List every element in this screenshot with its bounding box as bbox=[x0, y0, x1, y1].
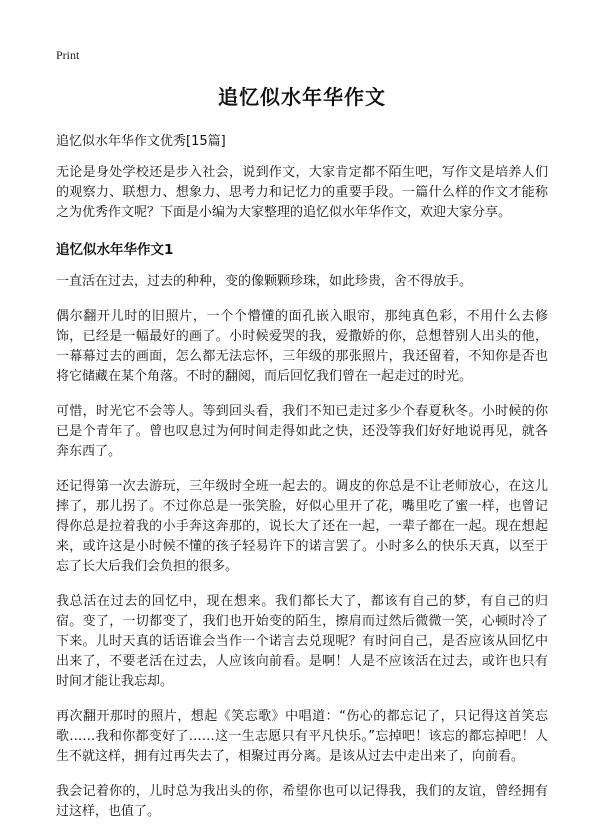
page-title: 追忆似水年华作文 bbox=[218, 85, 386, 109]
body-paragraph-3: 可惜，时光它不会等人。等到回头看，我们不知已走过多少个春夏秋冬。小时候的你已是个青年了。曾也叹息过为何时间走得如此之快，还没等我们好好地说再见，就各奔东西了。 bbox=[56, 404, 548, 459]
section-heading: 追忆似水年华作文1 bbox=[56, 242, 174, 258]
body-paragraph-5: 我总活在过去的回忆中，现在想来。我们都长大了，都该有自己的梦，有自己的归宿。变了，一切都变了，我们也开始变的陌生，擦肩而过然后微微一笑，心顿时冷了下来。儿时天真的话语谁会当作一个诺言去兑现呢？有时问自己，是否应该从回忆中出来了，不要老活在过去，人应该向前看。是啊！人是不应该活在过去，或许也只有时间才能让我忘却。 bbox=[56, 594, 548, 689]
intro-paragraph: 无论是身处学校还是步入社会，说到作文，大家肯定都不陌生吧，写作文是培养人们的观察力、联想力、想象力、思考力和记忆力的重要手段。一篇什么样的作文才能称之为优秀作文呢？下面是小编为大家整理的追忆似水年华作文，欢迎大家分享。 bbox=[56, 165, 548, 220]
body-paragraph-1: 一直活在过去，过去的种种，变的像颗颗珍珠，如此珍贵，舍不得放手。 bbox=[56, 274, 473, 289]
print-link[interactable]: Print bbox=[56, 48, 80, 62]
body-paragraph-4: 还记得第一次去游玩，三年级时全班一起去的。调皮的你总是不让老师放心，在这儿摔了，那儿拐了。不过你总是一张笑脸，好似心里开了花，嘴里吃了蜜一样，也曾记得你总是拉着我的小手奔这奔那的，说长大了还在一起，一辈子都在一起。现在想起来，或许这是小时候不懂的孩子轻易许下的诺言罢了。小时多么的快乐天真，以至于忘了长大后我们会负担的很多。 bbox=[56, 479, 548, 574]
body-paragraph-7: 我会记着你的，儿时总为我出头的你，希望你也可以记得我，我们的友谊，曾经拥有过这样，也值了。 bbox=[56, 784, 548, 819]
article-subtitle: 追忆似水年华作文优秀[15篇] bbox=[56, 134, 226, 149]
body-paragraph-2: 偶尔翻开儿时的旧照片，一个个懵懂的面孔嵌入眼帘，那纯真色彩，不用什么去修饰，已经是一幅最好的画了。小时候爱哭的我，爱撒娇的你，总想替别人出头的他，一幕幕过去的画面，怎么都无法忘怀，三年级的那张照片，我还留着，不知你是否也将它储藏在某个角落。不时的翻阅，而后回忆我们曾在一起走过的时光。 bbox=[56, 309, 548, 384]
body-paragraph-6: 再次翻开那时的照片，想起《笑忘歌》中唱道：“伤心的都忘记了，只记得这首笑忘歌……我和你都变好了……这一生志愿只有平凡快乐。”忘掉吧！该忘的都忘掉吧！人生不就这样，拥有过再失去了，相聚过再分离。是该从过去中走出来了，向前看。 bbox=[56, 709, 548, 764]
